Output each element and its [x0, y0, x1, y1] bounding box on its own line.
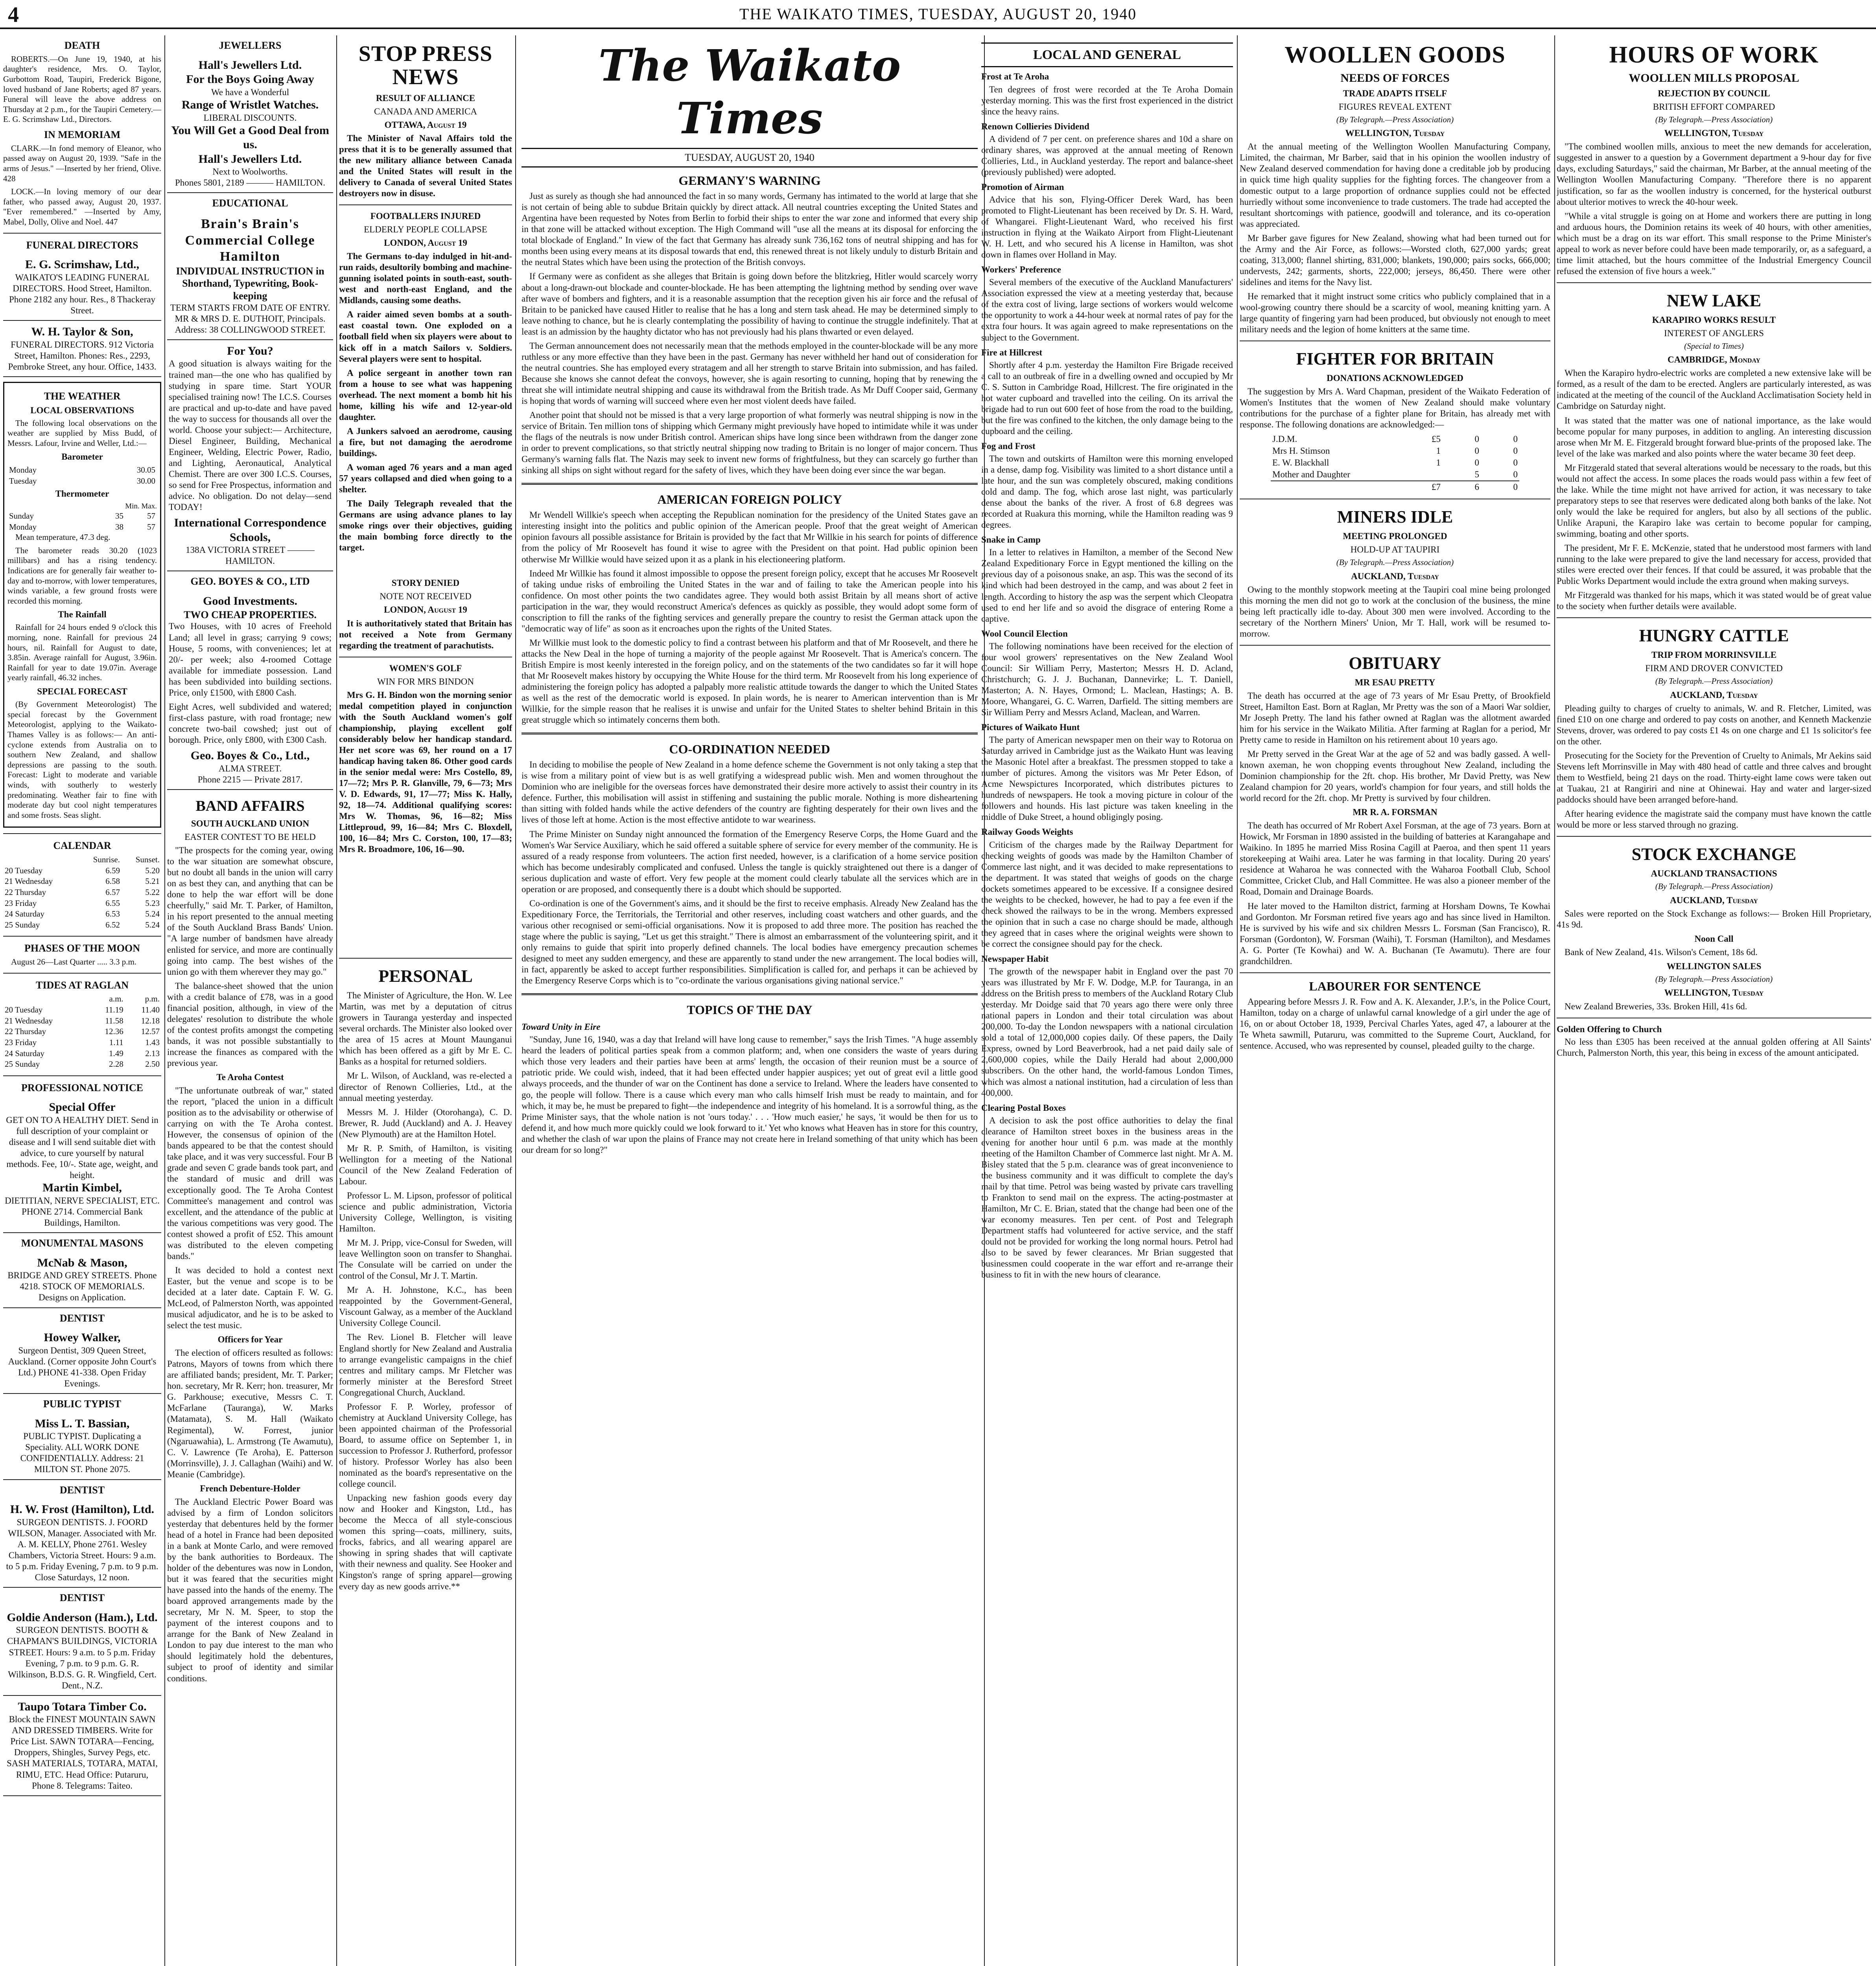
- boyes-phone: Phone 2215 — Private 2817.: [197, 774, 303, 784]
- table-row: 25 Sunday 6.52 5.24: [5, 920, 160, 930]
- fighter-sub: DONATIONS ACKNOWLEDGED: [1327, 373, 1463, 383]
- article-paragraph: It was stated that the matter was one of national importance, as the lake would become popular for many purposes, in addition to angling. An interesting discussion arose when Mr M. E. Fitzgerald brought forward blue-prints of the proposed lake. The level of the lake was marked and also points where the water became 30 feet deep.: [1557, 415, 1871, 458]
- professional-heading: PROFESSIONAL NOTICE: [21, 1082, 143, 1093]
- brains-college-name: Brain's Brain's Commercial College Hamilton: [185, 217, 315, 264]
- thermometer-label: Thermometer: [55, 488, 109, 499]
- typist-heading: PUBLIC TYPIST: [43, 1398, 122, 1410]
- taylor-name: W. H. Taylor & Son,: [31, 325, 133, 339]
- miners-heading: MINERS IDLE: [1337, 507, 1453, 527]
- ics-name: International Correspondence Schools,: [174, 516, 326, 544]
- band-paragraph: The balance-sheet showed that the union with a credit balance of £78, was in a good financial position, although, in view of the delegates' resolution to distribute the whole of the contest profits amongst the competing bands, it was not possible substantially to increase the finances as compared with the previous year.: [167, 981, 333, 1068]
- boyes-text-1: Two Houses, with 10 acres of Freehold Land; all level in grass; carrying 9 cows; House, 5 rooms, with conveniences; let at 20/- per week; also 4-roomed Cottage available for immediate possession. Land has been subdivided into building sections. Price, only £1500, with £800 Cash.: [169, 621, 332, 698]
- table-row: 25 Sunday 2.28 2.50: [5, 1059, 160, 1069]
- calendar-heading: CALENDAR: [53, 840, 111, 852]
- labourer-paragraph: Appearing before Messrs J. R. Fow and A. K. Alexander, J.P.'s, in the Police Court, Hamilton, today on a charge of unlawful carnal knowledge of a girl under the age of 16, on or about October 18, 1939, Percival Charles Yates, aged 47, a labourer at the Te Wheta sawmill, Putaruru, was committed to the Supreme Court, Auckland, for sentence. Accused, who was represented by counsel, pleaded guilty to the charge.: [1240, 996, 1550, 1051]
- column-ads: [167, 35, 337, 1966]
- lake-byline: (Special to Times): [1684, 341, 1744, 351]
- boyes-title: Good Investments.: [203, 595, 297, 608]
- stock-sub-2: WELLINGTON SALES: [1666, 961, 1762, 971]
- personal-item: Mr L. Wilson, of Auckland, was re-elected a director of Renown Collieries, Ltd., at the annual meeting yesterday.: [339, 1071, 512, 1103]
- local-item: Pictures of Waikato Hunt The party of American newspaper men on their way to Rotorua on Saturday arrived in Cambridge just as the Waikato Hunt was leaving the Masonic Hotel after a breakfast. The pressmen stopped to take a number of pictures. Among the visitors was Mr Peter Edson, of Acme Newspictures Incorporated, which distributes pictures to hundreds of newspapers. He took a moving picture in colour of the followers and hounds. His last picture was taken kneeling in the middle of Duke Street, a hound obligingly posing.: [981, 722, 1233, 822]
- taylor-ad: [3, 321, 161, 377]
- howey-walker-ad: [3, 1327, 161, 1394]
- hours-of-work-heading: HOURS OF WORK: [1609, 42, 1819, 68]
- story-denied-dateline: LONDON, August 19: [384, 605, 467, 615]
- weather-forecast-text: The barometer reads 30.20 (1023 millibars) and has a rising tendency. Indications are for generally fair weather to-day and to-morrow, with lower temperatures, winds variable, a few ground frosts were recorded this morning.: [7, 545, 157, 606]
- ics-address: 138A VICTORIA STREET ——— HAMILTON.: [186, 545, 315, 566]
- alliance-dateline: OTTAWA, August 19: [384, 120, 467, 130]
- editorial-paragraph: If Germany were as confident as she alleges that Britain is going down before the blitzkrieg, Hitler would scarcely worry about a long-drawn-out blockade and counter-blockade. He has been attempting the lightning method by sending over wave after wave of bombers and fighters, and it is a reasonable assumption that the reception given his air force and the refusal of Britain to be panicked have caused Hitler to realise that he has a long and stern task ahead. He may be determined simply to leave nothing to chance, but he is clearly contemplating the possibility of having to continue the struggle indefinitely. That at least is an admission by the haughty dictator who has not previously had his plans thwarted or even delayed.: [522, 271, 978, 337]
- editorial-date: TUESDAY, AUGUST 20, 1940: [522, 148, 978, 168]
- personal-item: Mr A. H. Johnstone, K.C., has been reappointed by the Government-General, Viscount Galway, as a member of the Auckland University College Council.: [339, 1285, 512, 1328]
- golf-heading: WOMEN'S GOLF: [389, 663, 462, 673]
- local-item: Railway Goods Weights Criticism of the charges made by the Railway Department for checking weights of goods was made by the Hamilton Chamber of Commerce last night, and it was decided to make representations to the department. It was stated that weighs of goods on the charge dockets sometimes appeared to be excessive. If a consignee desired the weights to be checked, however, he had to pay a fee even if the check showed the railways to be in the wrong. Members expressed the opinion that in such a case no charge should be made, although they agreed that in cases where the original weights were shown to be correct the consignee should pay for the check.: [981, 827, 1233, 949]
- stock-paragraph-2: Bank of New Zealand, 41s. Wilson's Cement, 18s 6d.: [1565, 947, 1758, 957]
- ics-ad: [167, 340, 333, 572]
- table-row: 24 Saturday 1.49 2.13: [5, 1048, 160, 1058]
- goldie-anderson-ad: [3, 1607, 161, 1696]
- stock-dateline-2: WELLINGTON, Tuesday: [1664, 988, 1764, 998]
- brains-address: Address: 38 COLLINGWOOD STREET.: [175, 324, 326, 335]
- obituary-name-1: MR ESAU PRETTY: [1354, 677, 1436, 687]
- local-item: Snake in Camp In a letter to relatives in Hamilton, a member of the Second New Zealand Expeditionary Force in Egypt mentioned the killing on the previous day of a poisonous snake, an asp. This was the second of its kind which had been destroyed in the camp, and was about 2 feet in length. According to history the asp was the serpent which Cleopatra used to end her life and so avoid the disgrace of entering Rome a captive.: [981, 535, 1233, 624]
- table-row: 21 Wednesday 6.58 5.21: [5, 876, 160, 886]
- typist-name: Miss L. T. Bassian,: [35, 1417, 130, 1430]
- story-denied-heading: STORY DENIED: [391, 578, 460, 588]
- footballers-sub: ELDERLY PEOPLE COLLAPSE: [364, 225, 487, 235]
- halls-line-8: Next to Woolworths.: [212, 167, 288, 177]
- mcnab-ad: [3, 1252, 161, 1308]
- local-item: Workers' Preference Several members of the executive of the Auckland Manufacturers' Association expressed the view at a meeting yesterday that, because of the extra cost of living, large sections of workers would welcome the opportunity to work a 44-hour week at normal rates of pay for the extra four hours. It was again agreed to make representations on the subject to the Government.: [981, 265, 1233, 342]
- barometer-table: Monday 30.05 Tuesday 30.00: [9, 465, 155, 486]
- golden-offering-title: Golden Offering to Church: [1557, 1024, 1662, 1034]
- hours-sub-2: REJECTION BY COUNCIL: [1658, 88, 1770, 98]
- personal-item: Professor L. M. Lipson, professor of political science and public administration, Victoria University College, Wellington, is visiting Hamilton.: [339, 1190, 512, 1234]
- stop-press-heading: STOP PRESS NEWS: [358, 42, 493, 89]
- table-row: 20 Tuesday 6.59 5.20: [5, 865, 160, 875]
- local-item: Promotion of Airman Advice that his son, Flying-Officer Derek Ward, has been promoted to Flight-Lieutenant has been received by Dr. S. H. Ward, of Whangarei. Flight-Lieutenant Ward, who received his first instruction in flying at the Waikato Airport from Flight-Lieutenant W. H. Lett, and who secured his A license in Hamilton, was shot down in flames over Holland in May.: [981, 182, 1233, 260]
- editorial-paragraph: Indeed Mr Willkie has found it almost impossible to oppose the present foreign policy, except that he accuses Mr Roosevelt of taking undue risks of embroiling the United States in the war and of failing to take the American people into his confidence. On most other points the two candidates agree. They would both assist Britain by all means short of active participation in the war, they would reconstruct America's defences as quickly as possible, they would adopt some form of conscription to fill the ranks of the fighting services and generally prepare the country to resist the German attack upon the "democratic way of life" as soon as it encroaches upon the rights of the United States.: [522, 568, 978, 633]
- local-item: Fire at Hillcrest Shortly after 4 p.m. yesterday the Hamilton Fire Brigade received a call to an outbreak of fire in a dwelling owned and occupied by Mr C. S. Sutton in Cambridge Road, Hillcrest. The fire originated in the hot water cupboard and travelled into the ceiling. On its arrival the brigade had to run out 600 feet of hose from the road to the building, but the fire was confined to the kitchen, the only damage being to the cupboard and the ceiling.: [981, 347, 1233, 436]
- frost-dentist-ad: [3, 1498, 161, 1588]
- article-paragraph: Pleading guilty to charges of cruelty to animals, W. and R. Fletcher, Limited, was fined £10 on one charge and ordered to pay costs on another, and Kenneth Mackenzie Stevens, drover, was ordered to pay costs £1 4s on one charge and £1 1s solicitor's fee on the other.: [1557, 703, 1871, 746]
- weather-heading: THE WEATHER: [44, 390, 121, 402]
- band-affairs-sub-2: EASTER CONTEST TO BE HELD: [184, 832, 316, 842]
- story-denied-text: It is authoritatively stated that Britain has not received a Note from Germany regarding the treatment of parachutists.: [339, 618, 512, 650]
- obituary-heading: OBITUARY: [1349, 653, 1441, 673]
- article-paragraph: Mr Barber gave figures for New Zealand, showing what had been turned out for the Army and the Air Force, as follows:—Worsted cloth, 627,000 yards; great coating, 313,000; flannel shirting, 831,000; blankets, 190,000; pairs socks, 666,000; undervests, 242; garments, shorts, 222,000; jerseys, 86,450. There were other sidelines and items for the Navy list.: [1240, 233, 1550, 287]
- brains-college-ad: [167, 212, 333, 340]
- timber-text: Block the FINEST MOUNTAIN SAWN AND DRESSED TIMBERS. Write for Price List. SAWN TOTARA—Fencing, Droppers, Shingles, Survey Pegs, etc. SASH MATERIALS, TOTARA, MATAI, RIMU, ETC. Head Office: Putaruru, Phone 8. Telegrams: Taiteo.: [7, 1714, 158, 1791]
- editorial-paragraph: Mr Willkie must look to the domestic policy to find a contrast between his platform and that of Mr Roosevelt, and there he attacks the New Deal in the hope of turning a majority of the people against Mr Roosevelt. That is America's concern. The British Empire is most keenly interested in the foreign policy, and on the statements of the two candidates so far it will hope that Mr Roosevelt makes history by occupying the White House for the third term. Mr Roosevelt from his long experience of administering the foreign policy has adopted a palpably more realistic attitude towards the danger to which the United States as well as the rest of the democratic world is exposed. In plain words, he is nearer to American intervention than is Mr Willkie, for the simple reason that he realises it is unwise and unfair for the United States to shelter behind Britain in this great struggle which so intimately concerns them both.: [522, 637, 978, 725]
- hours-sub-3: BRITISH EFFORT COMPARED: [1653, 101, 1775, 112]
- mcnab-text: BRIDGE AND GREY STREETS. Phone 4218. STOCK OF MEMORIALS. Designs on Application.: [7, 1270, 157, 1303]
- golf-text: Mrs G. H. Bindon won the morning senior medal competition played in conjunction with the South Auckland women's golf championship, playing excellent golf considerably below her handicap standard. Her net score was 69, her round on a 17 handicap having taken 86. Other good cards in the senior medal were: Mrs Costello, 89, 17—72; Mrs P. R. Glanville, 79, 6—73; Mrs V. D. Edwards, 91, 17—77; Miss K. Hally, 92, 18—74. Additional qualifying scores: Mrs W. Thomas, 96, 16—82; Miss Littleproud, 99, 16—84; Mrs C. Bloxdell, 100, 16—84; Mrs C. Corston, 100, 17—83; Mrs R. Broadmore, 106, 16—90.: [339, 690, 512, 854]
- table-row: 24 Saturday 6.53 5.24: [5, 909, 160, 919]
- band-paragraph: The election of officers resulted as follows: Patrons, Mayors of towns from which there are affiliated bands; president, Mr. T. Parker; hon. secretary, Mr R. Kerr; hon. treasurer, Mr G. Parkhouse; executive, Messrs C. T. McFarlane (Tauranga), W. Marks (Matamata), S. M. Hall (Waikato Regimental), W. Forrest, junior (Ngaruawahia), L. Armstrong (Te Awamutu), C. V. Lawrence (Te Aroha), E. Patterson (Morrinsville), J. J. Callaghan (Waihi) and W. Meanie (Cambridge).: [167, 1348, 333, 1479]
- kimbel-name: Martin Kimbel,: [42, 1181, 122, 1195]
- howey-walker-text: Surgeon Dentist, 309 Queen Street, Auckland. (Corner opposite John Court's Ltd.) PHONE 41-338. Open Friday Evenings.: [8, 1345, 157, 1388]
- halls-jewellers-ad: [167, 54, 333, 193]
- footballers-dateline: LONDON, August 19: [384, 238, 467, 248]
- stop-press-paragraph: A police sergeant in another town ran from a house to see what was happening overhead. The next moment a bomb hit his home, killing his wife and 12-year-old daughter.: [339, 368, 512, 422]
- typist-text: PUBLIC TYPIST. Duplicating a Speciality. ALL WORK DONE CONFIDENTIALLY. Address: 21 MILTON ST. Phone 2075.: [20, 1431, 144, 1474]
- hours-dateline: WELLINGTON, Tuesday: [1664, 128, 1764, 138]
- halls-line-3: We have a Wonderful: [211, 87, 289, 97]
- fighter-heading: FIGHTER FOR BRITAIN: [1296, 349, 1494, 369]
- halls-line-4: Range of Wristlet Watches.: [181, 98, 319, 111]
- personal-item: The Minister of Agriculture, the Hon. W. Lee Martin, was met by a deputation of citrus growers in Tauranga yesterday and inspected several orchards. The Minister also looked over the area of 15 acres at Mount Maunganui which has been offered as a gift by Mr E. C. Banks as a hospital for returned soldiers.: [339, 990, 512, 1067]
- rainfall-heading: The Rainfall: [58, 609, 107, 620]
- golf-sub: WIN FOR MRS BINDON: [377, 676, 474, 687]
- moon-text: August 26—Last Quarter ..... 3.3 p.m.: [11, 957, 137, 967]
- french-debenture-heading: French Debenture-Holder: [200, 1483, 300, 1493]
- article-paragraph: He remarked that it might instruct some critics who publicly complained that in a wool-growing country there should be a scarcity of wool, meaning knitting yarn. A large quantity of fingering yarn had been produced, but obviously not enough to meet military needs and the legion of home knitters at the same time.: [1240, 291, 1550, 335]
- woollen-sub-3: FIGURES REVEAL EXTENT: [1338, 101, 1452, 112]
- american-foreign-policy-heading: AMERICAN FOREIGN POLICY: [657, 492, 842, 507]
- monumental-heading: MONUMENTAL MASONS: [21, 1237, 144, 1249]
- personal-item: Professor F. P. Worley, professor of chemistry at Auckland University College, has been appointed chairman of the Professorial Board, to assume office on September 1, in succession to Professor J. Rutherford, professor of history. Professor Worley has also been nominated as the board's representative on the college council.: [339, 1401, 512, 1489]
- article-paragraph: "The combined woollen mills, anxious to meet the new demands for acceleration, suggested in answer to a question by a Government department a 9-hour day for five days, excluding Saturdays," said the chairman, Mr Barber, at the annual meeting of the Wellington Woollen Manufacturing Company. "Therefore there is no apparent justification, so far as the woollen industry is concerned, for the hysterical outburst about ulterior motives to wreck the 40-hour week.: [1557, 142, 1871, 207]
- woollen-byline: (By Telegraph.—Press Association): [1336, 114, 1454, 124]
- story-denied-sub: NOTE NOT RECEIVED: [380, 591, 472, 602]
- memoriam-notice-2: LOCK.—In loving memory of our dear father, who passed away, August 20, 1937. "Ever remembered." —Inserted by Amy, Mabel, Dolly, Olive and Noel. 447: [3, 187, 161, 226]
- article-paragraph: The death has occurred of Mr Robert Axel Forsman, at the age of 73 years. Born at Howick, Mr Forsman in 1890 assisted in the building of batteries at Karangahape and Waikino. In 1895 he married Miss Rosina Cagill at Paeroa, and then spent 11 years storekeeping at Waihi area. Later he was farming in that locality. During 20 years' residence at Waharoa he was connected with the Waharoa Football Club, School Committee, Cricket Club, and Hall Committee. He was also a pioneer member of the Road, Domain and Drainage Boards.: [1240, 821, 1550, 897]
- woollen-goods-heading: WOOLLEN GOODS: [1284, 42, 1506, 68]
- halls-line-2: For the Boys Going Away: [186, 73, 314, 86]
- table-row: J.D.M. £5 0 0: [1272, 434, 1518, 444]
- timber-name: Taupo Totara Timber Co.: [18, 1700, 147, 1713]
- miners-byline: (By Telegraph.—Press Association): [1336, 558, 1454, 567]
- labourer-heading: LABOURER FOR SENTENCE: [1309, 979, 1481, 993]
- calendar-table: Sunrise. Sunset. 20 Tuesday 6.59 5.20 21 Wednesday 6.58 5.21 22 Thursday 6.57 5.22 23 Friday 6.55 5.23 24 Saturday 6.53 5.24 25 Sunday 6.52 5.24: [3, 854, 161, 930]
- for-you-title: For You?: [227, 344, 273, 357]
- frost-dentist-text: SURGEON DENTISTS. J. FOORD WILSON, Manager. Associated with Mr. A. M. KELLY, Phone 2761. Wesley Chambers, Victoria Street. Hours: 9 a.m. to 5 p.m. Friday Evening, 7 p.m. to 9 p.m. Close Saturdays, 12 noon.: [6, 1517, 158, 1583]
- woollen-dateline: WELLINGTON, Tuesday: [1345, 128, 1445, 138]
- stop-press-paragraph: The Daily Telegraph revealed that the Germans are using advance planes to lay smoke rings over their objectives, guiding the main bombing force directly to the target.: [339, 499, 512, 553]
- band-paragraph: "The prospects for the coming year, owing to the war situation are somewhat obscure, but no doubt all bands in the union will carry on as best they can, and anything that can be done to help the war effort will be done cheerfully," said Mr. T. Parker, of Hamilton, in his report presented to the annual meeting of the South Auckland Brass Bands' Union. "A large number of bandsmen have already enlisted for service, and more are continually going into camp. The best wishes of the union go with them wherever they may go.": [167, 845, 333, 977]
- editorial-paragraph: Co-ordination is one of the Government's aims, and it should be the first to receive emphasis. Already New Zealand has the Expeditionary Force, the Territorials, the Territorial and other reserves, including coast watchers and other guards, and the various other recognised or semi-official organisations. Now it is proposed to add three more. The position has reached the stage where the public is saying, "Let us get this straight." There is almost an embarrassment of the volunteering spirit, and it only remains to guide that spirit into properly defined channels. The local bodies have emergency precaution schemes designed to meet any sudden emergency, and these are apparently to stand under the new arrangement. The local bodies will, in fact, apparently be asked to accept further responsibilities. Simplification is called for, and perhaps it can be achieved by the Emergency Reserve Corps which is to "co-ordinate the various organisations giving national service.": [522, 898, 978, 986]
- lake-sub-2: INTEREST OF ANGLERS: [1664, 328, 1764, 338]
- table-row: 23 Friday 1.11 1.43: [5, 1037, 160, 1047]
- article-paragraph: "While a vital struggle is going on at Home and workers there are putting in long and arduous hours, the Dominion retains its week of 40 hours, with other amenities, which must be a drag on its war effort. This small response to the Prime Minister's appeal to work as never before could have been made temporarily, or, as a safeguard, a time limit attached, but the hours committee of the Industrial Emergency Council refused the extension of five hours a week.": [1557, 211, 1871, 276]
- typist-ad: [3, 1413, 161, 1480]
- editorial-paragraph: Mr Wendell Willkie's speech when accepting the Republican nomination for the presidency of the United States gave an interesting insight into the politics and public opinion of the American people. Proof that the great weight of American opinion favours all possible assistance for Britain is provided by the fact that Mr Willkie in his search for points of difference from the policy of Mr Roosevelt has found it wise to agree with the President on that point. Had public opinion been otherwise Mr Willkie would have seized upon it as a plank in his electioneering platform.: [522, 510, 978, 564]
- officers-heading: Officers for Year: [217, 1335, 283, 1345]
- article-paragraph: The president, Mr F. E. McKenzie, stated that he understood most farmers with land running to the lake were prepared to give the land necessary for access, provided that stiles were erected over their fences. If that could be assured, it was probable that the Public Works Department would include the extra ground when making surveys.: [1557, 543, 1871, 586]
- boyes-heading: GEO. BOYES & CO., LTD: [190, 576, 310, 587]
- table-row: Mother and Daughter 5 0: [1272, 469, 1518, 480]
- miners-dateline: AUCKLAND, Tuesday: [1351, 571, 1439, 581]
- goldie-anderson-name: Goldie Anderson (Ham.), Ltd.: [7, 1611, 158, 1624]
- for-you-text: A good situation is always waiting for the trained man—the one who has qualified by studying in spare time. Start YOUR specialised training now! The I.C.S. Courses are practical and up-to-date and have paved the way to success for thousands all over the world. Choose your subject:— Architecture, Diesel Engineer, Building, Mechanical Engineer, Welding, Electric Power, Radio, and Lighting, Aeronautical, Analytical Chemist. There are over 300 I.C.S. Courses, so send for Free Prospectus, information and advice. No obligation. Do not delay—send TODAY!: [169, 359, 332, 512]
- hours-sub-1: WOOLLEN MILLS PROPOSAL: [1629, 72, 1799, 85]
- article-paragraph: Mr Pretty served in the Great War at the age of 52 and was badly gassed. A well-known axeman, he won chopping events throughout New Zealand, including the Dominion championship for the 2ft. chop. His brother, Mr David Pretty, was New Zealand champion for 20 years, world's champion for four years, and still holds the world record for the 2ft. chop. Mr Pretty is survived by four children.: [1240, 749, 1550, 803]
- frost-dentist-name: H. W. Frost (Hamilton), Ltd.: [10, 1503, 155, 1516]
- local-item: Newspaper Habit The growth of the newspaper habit in England over the past 70 years was illustrated by Mr F. W. Dodge, M.P. for Tauranga, in an address on the British press to members of the Auckland Rotary Club yesterday. Mr Doidge said that 70 years ago there were only three national papers in London and their total circulation was about 200,000. To-day the London newspapers with a national circulation sold a total of 12,000,000 copies daily. Of these papers, the Daily Express, owned by Lord Beaverbrook, had a net paid daily sale of 2,600,000 copies, while the Daily Herald had about 2,000,000 subscribers. On the other hand, the world-famous London Times, which was almost a national institution, had a circulation of less than 400,000.: [981, 954, 1233, 1098]
- cattle-dateline: AUCKLAND, Tuesday: [1670, 690, 1758, 700]
- article-paragraph: When the Karapiro hydro-electric works are completed a new extensive lake will be formed, as a result of the dam to be erected. Anglers are particularly interested, as was indicated at the meeting of the council of the Auckland Acclimatisation Society held in Cambridge on Saturday night.: [1557, 368, 1871, 411]
- newspaper-title: The Waikato Times: [598, 40, 901, 144]
- fighter-paragraph: The suggestion by Mrs A. Ward Chapman, president of the Waikato Federation of Women's Institutes that the women of New Zealand should make voluntary contributions for the purchase of a fighter plane for Britain, has already met with response. The following donations are acknowledged:—: [1240, 386, 1550, 429]
- scrimshaw-ad: [3, 254, 161, 321]
- miners-sub-1: MEETING PROLONGED: [1343, 531, 1447, 541]
- germanys-warning-heading: GERMANY'S WARNING: [678, 173, 821, 188]
- editorial-paragraph: The German announcement does not necessarily mean that the methods employed in the counter-blockade will be any more ruthless or any more effective than they have been in the past. Germany has never withheld her hand out of consideration for the neutral countries. She has employed every stratagem and all her strength to starve Britain into submission, and has failed. Because she knows she cannot defeat the convoys, however, she is again resorting to cunning, hoping that by renewing the threat she will intimidate neutral shipping and cause its withdrawal from the British trade. As Mr Duff Cooper said, Germany is hoping that words of warning will succeed where even her most violent deeds have failed.: [522, 341, 978, 406]
- educational-heading: EDUCATIONAL: [212, 197, 288, 209]
- column-stop-press: [339, 35, 516, 1966]
- column-editorial: [518, 35, 985, 1966]
- article-paragraph: The death has occurred at the age of 73 years of Mr Esau Pretty, of Brookfield Street, Hamilton East. Born at Raglan, Mr Pretty was the son of a Maori War soldier, Mr Joseph Pretty. The land his father owned at Raglan was the allotment awarded him for his service in the Waikato Militia. After farming at Raglan for a period, Mr Pretty came to reside in Hamilton on his retirement about 10 years ago.: [1240, 690, 1550, 745]
- tides-table: a.m. p.m. 20 Tuesday 11.19 11.40 21 Wednesday 11.58 12.18 22 Thursday 12.36 12.57 23 Friday 1.11 1.43 24 Saturday 1.49 2.13 25 Sunday 2.28 2.50: [3, 994, 161, 1070]
- article-paragraph: At the annual meeting of the Wellington Woollen Manufacturing Company, Limited, the chairman, Mr Barber, said that in his opinion the woollen industry of New Zealand deserved commendation for having done a creditable job by producing in quick time high quality supplies for the fighting forces. The changeover from a domestic output to a large proportion of ordnance supplies could not be effected hurriedly without some inconvenience to trade customers. The trade had accepted the resultant shortcomings with patience, goodwill and tolerance, and its co-operation was appreciated.: [1240, 142, 1550, 229]
- woollen-sub-2: TRADE ADAPTS ITSELF: [1343, 88, 1447, 98]
- halls-line-1: Hall's Jewellers Ltd.: [198, 58, 302, 72]
- band-paragraph: It was decided to hold a contest next Easter, but the venue and scope is to be decided at a later date. Captain F. W. G. McLeod, of Palmerston North, was appointed musical adjudicator, and he is to be asked to select the test music.: [167, 1265, 333, 1331]
- article-paragraph: Mr Fitzgerald was thanked for his maps, which it was stated would be of great value to the society when further details were available.: [1557, 590, 1871, 611]
- weather-intro: The following local observations on the weather are supplied by Miss Budd, of Messrs. Lafour, Irvine and Weller, Ltd.:—: [7, 418, 157, 448]
- topics-sub: Toward Unity in Eire: [522, 1022, 601, 1032]
- article-paragraph: He later moved to the Hamilton district, farming at Horsham Downs, Te Kowhai and Gordonton. Mr Forsman retired five years ago and has since lived in Hamilton. He is survived by his wife and six children Messrs L. Forsman (San Francisco), R. Forsman (Gordonton), W. Forsman (Waihi), T. Forsman (Hamilton), and Mesdames A. G. Porter (Te Kowhai) and W. A. Buchanan (Te Awamutu). There are four grandchildren.: [1240, 901, 1550, 966]
- woollen-sub-1: NEEDS OF FORCES: [1340, 72, 1450, 85]
- special-forecast-heading: SPECIAL FORECAST: [37, 687, 127, 697]
- dentist-heading-3: DENTIST: [59, 1592, 105, 1604]
- jewellers-heading: JEWELLERS: [219, 40, 282, 51]
- taylor-text: FUNERAL DIRECTORS. 912 Victoria Street, Hamilton. Phones: Res., 2293, Pembroke Street, any hour. Office, 1433.: [8, 339, 157, 372]
- local-item: Renown Collieries Dividend A dividend of 7 per cent. on preference shares and 10d a share on ordinary shares, was approved at the annual meeting of Renown Collieries, Ltd., in Auckland yesterday. The report and balance-sheet (previously published) were adopted.: [981, 121, 1233, 177]
- stock-paragraph-1: Sales were reported on the Stock Exchange as follows:— Broken Hill Proprietary, 41s 9d.: [1557, 908, 1871, 930]
- table-row: 22 Thursday 6.57 5.22: [5, 887, 160, 897]
- cattle-byline: (By Telegraph.—Press Association): [1655, 676, 1773, 686]
- local-item: Fog and Frost The town and outskirts of Hamilton were this morning enveloped in a dense, damp fog. Visibility was limited to a short distance until a late hour, and the sun was completely obscured, making conditions cold and damp. The fog, which arose last night, was particularly dense about the banks of the river. A frost of 6.8 degrees was recorded at Ruakura this morning, while the Hamilton reading was 9 degrees.: [981, 441, 1233, 530]
- editorial-paragraph: Another point that should not be missed is that a very large proportion of what formerly was neutral shipping is now in the service of Britain. Ten million tons of shipping which Germany might previously have hoped to intimidate while it was under the flags of the neutrals is now under British control. American ships have long since been withdrawn from the danger zone in order to prevent complications, so that strictly neutral shipping now trading to Britain is no longer of major concern. Thus Germany's warning falls flat. The Nazis may seek to invent new forms of frightfulness, but they can scarcely go further than sinking all ships on sight without regard for the safety of lives, which they have been doing ever since the war began.: [522, 410, 978, 475]
- table-row: 20 Tuesday 11.19 11.40: [5, 1005, 160, 1015]
- special-forecast-text: (By Government Meteorologist) The special forecast by the Government Meteorologist, applying to the Waikato-Thames Valley is as follows:— An anti-cyclone extends from Australia on to southern New Zealand, and shallow depressions are passing to the south. Forecast: Light to moderate and variable winds, with southerly to westerly predominating. Weather fair to fine with moderate day but cool night temperatures and some frosts. Seas slight.: [7, 700, 157, 820]
- dentist-heading-1: DENTIST: [59, 1312, 105, 1324]
- memoriam-notice-1: CLARK.—In fond memory of Eleanor, who passed away on August 20, 1939. "Safe in the arms of Jesus." —Inserted by her friend, Olive. 428: [3, 143, 161, 183]
- mean-temperature: Mean temperature, 47.3 deg.: [15, 532, 111, 542]
- alliance-heading: RESULT OF ALLIANCE: [376, 93, 475, 103]
- column-classifieds: [3, 35, 165, 1966]
- halls-line-6: You Will Get a Good Deal from us.: [171, 123, 329, 151]
- memoriam-heading: IN MEMORIAM: [44, 129, 121, 140]
- local-observations-heading: LOCAL OBSERVATIONS: [30, 405, 134, 415]
- special-offer-ad: [3, 1096, 161, 1233]
- footballers-heading: FOOTBALLERS INJURED: [370, 211, 481, 221]
- band-affairs-heading: BAND AFFAIRS: [195, 797, 305, 814]
- personal-item: Unpacking new fashion goods every day now and Hooker and Kingston, Ltd., has become the Mecca of all style-conscious women this spring—coats, millinery, suits, frocks, fabrics, and all wearing apparel are showing in spring shades that will captivate with their newness and quality. See Hooker and Kingston's range of spring apparel—growing every day as new goods arrive.**: [339, 1493, 512, 1591]
- thermometer-head: Min. Max.: [125, 502, 157, 510]
- miners-sub-2: HOLD-UP AT TAUPIRI: [1350, 545, 1440, 554]
- personal-item: The Rev. Lionel B. Fletcher will leave England shortly for New Zealand and Australia to arrange evangelistic campaigns in the chief centres and military camps. Mr Fletcher was formerly minister at the Beresford Street Congregational Church, Auckland.: [339, 1332, 512, 1397]
- page-masthead: [0, 0, 1876, 29]
- local-item: Clearing Postal Boxes A decision to ask the post office authorities to delay the final clearance of Hamilton street boxes in the business areas in the evening for another hour until 6 p.m. was made at the monthly meeting of the Hamilton Chamber of Commerce last night. Mr A. M. Bisley stated that the 5 p.m. clearance was of great inconvenience to the business community and it was difficult to complete the day's mail by that time. Petrol was being wasted by private cars travelling to Frankton to send mail on the express. The acting-postmaster at Hamilton, Mr C. E. Brian, stated that the change had been one of the war economy measures. Ten per cent. of Post and Telegraph Department staffs had volunteered for active service, and the staff could not be provided for working the long normal hours. Petrol had also to be saved by fewer clearances. Mr Brian suggested that businessmen could cooperate in the war effort and re-arrange their business to fit in with the new hours of clearance.: [981, 1103, 1233, 1280]
- special-offer-title: Special Offer: [49, 1101, 116, 1114]
- editorial-paragraph: "Sunday, June 16, 1940, was a day that Ireland will have long cause to remember," says the Irish Times. "A huge assembly heard the leaders of political parties speak from a common platform; and, when one considers the waste of years during which those very leaders and their parties have been at arms' length, the occasion of their reunion must be a source of patriotic pride. We could wish, indeed, that it had been effected under happier auspices; yet out of great evil a little good always proceeds, and the thunder of war on the Continent has done a service to Ireland. Where the leaders have consented to go, the people will follow. There is a cause which every man who calls himself Irish must be ready to maintain, and for which, it may be, he must be prepared to fight—the independence and integrity of his homeland. It is a sorrowful thing, as the Prime Minister says, that the whole nation is not 'ours today.' . . . 'How much easier,' he says, 'it would be then for us to defend it, and how much more quickly could we look forward to it.' Yet who knows what Heaven has in store for this country, and whether the clash of war upon the plains of France may not create here in Ireland something of that unity which has been our dream for so long?": [522, 1035, 978, 1155]
- obituary-name-2: MR R. A. FORSMAN: [1353, 807, 1437, 817]
- dentist-heading-2: DENTIST: [59, 1484, 105, 1496]
- stop-press-paragraph: A Junkers salvoed an aerodrome, causing a fire, but not damaging the aerodrome buildings.: [339, 426, 512, 458]
- editorial-paragraph: In deciding to mobilise the people of New Zealand in a home defence scheme the Government is not only taking a step that is wise from a military point of view but is as well gratifying a widespread public wish. Men and women throughout the Dominion who are ineligible for the overseas forces have demonstrated their desire more actively to assist their country in its defence. Further, this mobilisation will assist in stiffening and sustaining the public morale. Nothing is more disheartening than sitting with folded hands while the active defenders of the country are fighting desperately for their own lives and the lives of those left at home. Action is the most effective antidote to war weariness.: [522, 760, 978, 825]
- lake-dateline: CAMBRIDGE, Monday: [1667, 355, 1761, 365]
- stop-press-paragraph: A raider aimed seven bombs at a south-east coastal town. One exploded on a football field when six players were about to kick off in a match Sailors v. Soldiers. Several players were sent to hospital.: [339, 309, 512, 364]
- stock-sub-1: AUCKLAND TRANSACTIONS: [1651, 868, 1777, 878]
- timber-ad: [3, 1696, 161, 1796]
- stock-exchange-heading: STOCK EXCHANGE: [1631, 845, 1797, 864]
- moon-heading: PHASES OF THE MOON: [24, 943, 140, 954]
- personal-item: Mr R. P. Smith, of Hamilton, is visiting Wellington for a meeting of the National Council of the New Zealand Federation of Labour.: [339, 1143, 512, 1186]
- stock-byline-1: (By Telegraph.—Press Association): [1655, 881, 1773, 891]
- tides-heading: TIDES AT RAGLAN: [36, 979, 129, 991]
- editorial-paragraph: Just as surely as though she had announced the fact in so many words, Germany has intimated to the world at large that she is not certain of being able to subdue Britain quickly by direct attack. All neutral countries excepting the United States and Argentina have been requested by Notes from Berlin to forbid their ships to enter the war zone and informed that every ship in that zone will be attacked without exception. The High Command will "use all the means at its disposal for enforcing the total blockade of England." In view of the fact that Germany has already sunk 736,162 tons of neutral shipping and has for months been using every means at its disposal towards that end, this renewed threat is not likely unduly to disturb Britain and the neutral States which have been using the protection of the British convoys.: [522, 191, 978, 267]
- table-row: Mrs H. Stimson 1 0 0: [1272, 446, 1518, 456]
- halls-line-9: Phones 5801, 2189 ——— HAMILTON.: [175, 178, 326, 188]
- local-general-heading: LOCAL AND GENERAL: [981, 42, 1233, 67]
- brains-instruction: INDIVIDUAL INSTRUCTION in Shorthand, Typewriting, Book-keeping: [176, 265, 324, 302]
- band-paragraph: "The unfortunate outbreak of war," stated the report, "placed the union in a difficult position as to the advisability or otherwise of carrying on with the Te Aroha contest. However, the consensus of opinion of the bands appeared to be that the contest should take place, and it was very successful. Four B grade and seven C grade bands took part, and the standard of music and drill was exceptionally good. The Te Aroha Contest Committee's management and control was excellent, and the attendance of the public at the various competitions was very good. The contest showed a profit of £52. This amount was distributed to the eleven competing bands.": [167, 1086, 333, 1261]
- boyes-title-2: TWO CHEAP PROPERTIES.: [184, 609, 317, 620]
- te-aroha-contest-heading: Te Aroha Contest: [216, 1072, 284, 1082]
- miners-paragraph: Owing to the monthly stopwork meeting at the Taupiri coal mine being prolonged this morning the men did not go to work at the conclusion of the business, the mine being left practically idle to-day. About 300 men were involved. According to the secretary of the Northern Miners' Union, Mr T. Hall, work will be resumed to-morrow.: [1240, 584, 1550, 639]
- personal-item: Messrs M. J. Hilder (Otorohanga), C. D. Brewer, R. Judd (Auckland) and A. J. Heavey (New Plymouth) are at the Hamilton Hotel.: [339, 1107, 512, 1139]
- table-row: 22 Thursday 12.36 12.57: [5, 1027, 160, 1036]
- brains-term: TERM STARTS FROM DATE OF ENTRY.: [170, 302, 330, 313]
- article-paragraph: Prosecuting for the Society for the Prevention of Cruelty to Animals, Mr Aekins said Stevens left Morrinsville in May with 480 head of cattle and three calves and brought them to Westfield, being 21 days on the road. Thirty-eight lame cows were taken out at Tuakau, 21 at Rangiriri and nine at Ohinewai. Hay and water and larger-sized paddocks should have been arranged before-hand.: [1557, 750, 1871, 805]
- table-row: 23 Friday 6.55 5.23: [5, 898, 160, 908]
- brains-principals: MR & MRS D. E. DUTHOIT, Principals.: [175, 313, 326, 324]
- local-item: Wool Council Election The following nominations have been received for the election of four wool growers' representatives on the New Zealand Wool Council: Sir William Perry, Masterton; Messrs H. D. Acland, Christchurch; G. J. J. Buchanan, Dannevirke; L. T. Daniell, Masterton; A. N. Hayes, Ormond; L. Maclean, Hastings; A. B. Moore, Whangarei, G. C. Warren, Darfield. The sitting members are Sir William Perry and Messrs Acland, Maclean, and Warren.: [981, 628, 1233, 717]
- hours-byline: (By Telegraph.—Press Association): [1655, 114, 1773, 124]
- noon-call-heading: Noon Call: [1694, 933, 1734, 944]
- scrimshaw-text: WAIKATO'S LEADING FUNERAL DIRECTORS. Hood Street, Hamilton. Phone 2182 any hour. Res., 8 Thackeray Street.: [9, 272, 155, 316]
- article-paragraph: Mr Fitzgerald stated that several alterations would be necessary to the roads, but this would not affect the access. In some places the roads would pass within a few feet of the lake. While the time might not have arrived for action, it was necessary to take preparatory steps to see that reserves were dedicated along both banks of the lake. Not only would the lake be required for anglers, but also by all sections of the public. Unlike Arapuni, the Karapiro lake was certain to become popular for camping, swimming, boating and other sports.: [1557, 462, 1871, 539]
- boyes-ad: [167, 590, 333, 790]
- band-affairs-sub: SOUTH AUCKLAND UNION: [191, 819, 310, 829]
- personal-heading: PERSONAL: [378, 966, 473, 986]
- page-number: 4: [8, 3, 19, 27]
- running-head: THE WAIKATO TIMES, TUESDAY, AUGUST 20, 1940: [739, 5, 1137, 23]
- barometer-label: Barometer: [61, 452, 103, 462]
- band-paragraph: The Auckland Electric Power Board was advised by a firm of London solicitors yesterday that debentures held by the former head of a hotel in France had been deposited in a bank at Monte Carlo, and were removed by the bank authorities to Bordeaux. The holder of the debentures was now in London, but it was feared that the securities might have passed into the hands of the enemy. The board approved arrangements made by the secretary, Mr N. M. Speer, to stop the payment of the interest coupons and to arrange for the Bank of New Zealand in London to pay due interest to the man who should legitimately hold the debentures, subject to proof of identity and similar conditions.: [167, 1497, 333, 1683]
- weather-box: [3, 382, 161, 828]
- alliance-text: The Minister of Naval Affairs told the press that it is to be generally assumed that the new military alliance between Canada and the United States will result in the delivery to Canada of several United States destroyers now in disuse.: [339, 133, 512, 198]
- cattle-sub-2: FIRM AND DROVER CONVICTED: [1645, 663, 1783, 674]
- personal-item: Mr M. J. Pripp, vice-Consul for Sweden, will leave Wellington soon on transfer to Shanghai. The Consulate will be carried on under the control of the Consul, Mr J. T. Martin.: [339, 1238, 512, 1281]
- stop-press-paragraph: A woman aged 76 years and a man aged 57 years collapsed and died when going to a shelter.: [339, 462, 512, 495]
- column-news-1: [1240, 35, 1555, 1966]
- death-heading: DEATH: [64, 40, 100, 51]
- thermometer-table: Sunday 35 57 Monday 38 57: [9, 511, 155, 532]
- boyes-text-2: Eight Acres, well subdivided and watered; first-class pasture, with road frontage; new concrete two-bail cowshed; just out of borough. Price, only £800, with £300 Cash.: [169, 701, 332, 745]
- table-row: E. W. Blackhall 1 0 0: [1272, 458, 1518, 468]
- lake-sub-1: KARAPIRO WORKS RESULT: [1652, 315, 1776, 325]
- stop-press-paragraph: The Germans to-day indulged in hit-and-run raids, desultorily bombing and machine-gunning isolated points in south-east, south-west and north-east England, and the Midlands, causing some deaths.: [339, 251, 512, 306]
- rainfall-text: Rainfall for 24 hours ended 9 o'clock this morning, none. Rainfall for previous 24 hours, nil. Rainfall for August to date, 3.85in. Average rainfall for August, 3.96in. Rainfall for year to date 19.07in. Average yearly rainfall, 46.32 inches.: [7, 622, 157, 683]
- death-notice: ROBERTS.—On June 19, 1940, at his daughter's residence, Mrs. O. Taylor, Gurbottom Road, Taupiri, Frederick Bigone, loved husband of Jane Roberts; aged 87 years. Funeral will leave the above address on Thursday at 2 p.m., for the Taupiri Cemetery.—E. G. Scrimshaw Ltd., Directors.: [3, 54, 161, 124]
- donations-table: [1271, 433, 1519, 493]
- column-news-2: [1557, 35, 1871, 1966]
- boyes-name: Geo. Boyes & Co., Ltd.,: [190, 749, 310, 762]
- funeral-heading: FUNERAL DIRECTORS: [26, 239, 138, 251]
- scrimshaw-name: E. G. Scrimshaw, Ltd.,: [25, 258, 140, 271]
- donations-total-row: £7 6 0: [1271, 481, 1519, 493]
- halls-line-7: Hall's Jewellers Ltd.: [198, 152, 302, 166]
- article-paragraph: After hearing evidence the magistrate said the company must have known the cattle would be more or less starved through no grazing.: [1557, 809, 1871, 830]
- co-ordination-heading: CO-ORDINATION NEEDED: [669, 742, 830, 757]
- editorial-paragraph: The Prime Minister on Sunday night announced the formation of the Emergency Reserve Corps, the Home Guard and the Women's War Service Auxiliary, which he said offered a suitable sphere of service for every member of the community. He is assured of a ready response from volunteers. The action first needed, however, is a clarification of a home service position which has become undesirably complicated and confused. Unless the tangle is quickly straightened out there is a danger of serious duplication and waste of effort. Very few people at the moment could clearly tabulate all the services which are in operation or are proposed, and consequently there is a doubt which should be supported.: [522, 829, 978, 894]
- mcnab-name: McNab & Mason,: [37, 1256, 127, 1269]
- boyes-address: ALMA STREET.: [218, 763, 282, 773]
- halls-line-5: LIBERAL DISCOUNTS.: [203, 112, 297, 123]
- stock-dateline-1: AUCKLAND, Tuesday: [1670, 895, 1758, 905]
- special-offer-text: GET ON TO A HEALTHY DIET. Send in full description of your complaint or disease and I will send suitable diet with advice, to cure yourself by natural methods. Fee, 10/-. State age, weight, and height.: [6, 1115, 158, 1180]
- table-row: 21 Wednesday 11.58 12.18: [5, 1016, 160, 1025]
- stock-paragraph-3: New Zealand Breweries, 33s. Broken Hill, 41s 6d.: [1565, 1001, 1747, 1011]
- goldie-anderson-text: SURGEON DENTISTS. BOOTH & CHAPMAN'S BUILDINGS, VICTORIA STREET. Hours: 9 a.m. to 5 p.m. Friday Evening, 7 p.m. to 9 p.m. G. R. Wilkinson, B.D.S. G. R. Wingfield, Cert. Dent., N.Z.: [7, 1625, 158, 1690]
- cattle-sub-1: TRIP FROM MORRINSVILLE: [1651, 650, 1777, 660]
- stock-byline-2: (By Telegraph.—Press Association): [1655, 974, 1773, 984]
- hungry-cattle-heading: HUNGRY CATTLE: [1639, 626, 1789, 646]
- new-lake-heading: NEW LAKE: [1666, 291, 1762, 310]
- golden-offering-text: No less than £305 has been received at the annual golden offering at All Saints' Church, Palmerston North, this year, this being in excess of the amount anticipated.: [1557, 1036, 1871, 1058]
- column-local-general: [981, 35, 1238, 1966]
- alliance-sub: CANADA AND AMERICA: [374, 106, 477, 116]
- topics-heading: TOPICS OF THE DAY: [687, 1003, 813, 1017]
- howey-walker-name: Howey Walker,: [44, 1331, 121, 1344]
- local-item: Frost at Te Aroha Ten degrees of frost were recorded at the Te Aroha Domain yesterday morning. This was the first frost experienced in the district since the heavy rains.: [981, 72, 1233, 116]
- kimbel-text: DIETITIAN, NERVE SPECIALIST, ETC. PHONE 2714. Commercial Bank Buildings, Hamilton.: [5, 1195, 160, 1228]
